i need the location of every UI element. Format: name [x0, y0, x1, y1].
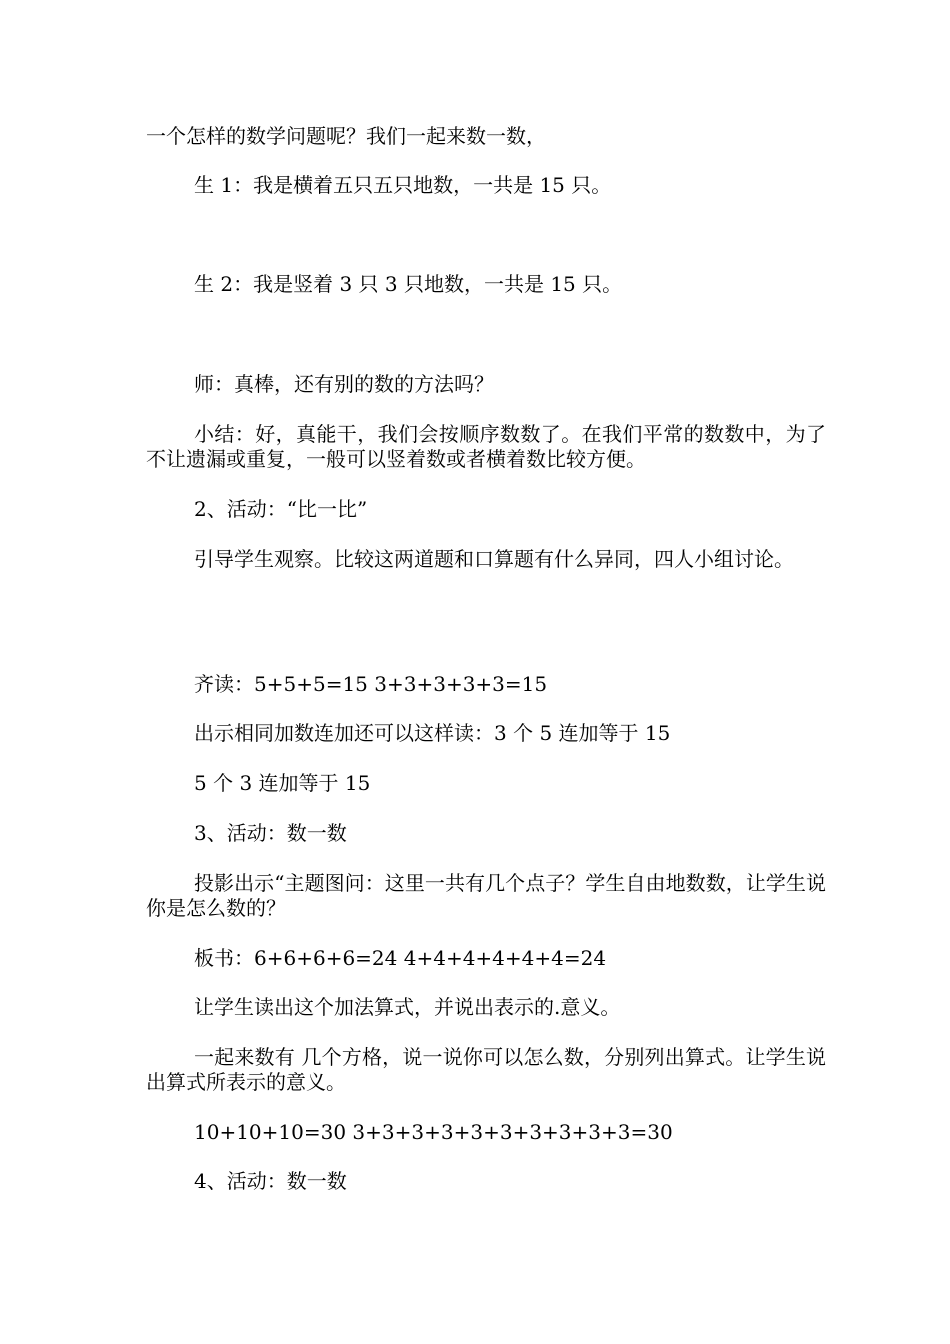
paragraph-16: 10+10+10=30 3+3+3+3+3+3+3+3+3+3=30 [194, 1120, 673, 1144]
paragraph-13: 板书：6+6+6+6=24 4+4+4+4+4+4=24 [194, 946, 607, 970]
paragraph-3: 生 2：我是竖着 3 只 3 只地数，一共是 15 只。 [194, 272, 623, 296]
paragraph-9: 出示相同加数连加还可以这样读：3 个 5 连加等于 15 [194, 721, 671, 745]
paragraph-14: 让学生读出这个加法算式，并说出表示的.意义。 [194, 995, 621, 1019]
paragraph-15: 一起来数有 几个方格，说一说你可以怎么数，分别列出算式。让学生说出算式所表示的意义。 [146, 1045, 826, 1094]
paragraph-5: 小结：好，真能干，我们会按顺序数数了。在我们平常的数数中，为了不让遗漏或重复，一般可以竖着数或者横着数比较方便。 [146, 422, 826, 471]
paragraph-1: 一个怎样的数学问题呢？我们一起来数一数， [146, 124, 546, 148]
paragraph-11: 3、活动：数一数 [194, 821, 347, 845]
paragraph-4: 师：真棒，还有别的数的方法吗？ [194, 372, 494, 396]
paragraph-10: 5 个 3 连加等于 15 [194, 771, 371, 795]
paragraph-12: 投影出示“主题图问：这里一共有几个点子？学生自由地数数，让学生说你是怎么数的？ [146, 871, 826, 920]
paragraph-7: 引导学生观察。比较这两道题和口算题有什么异同，四人小组讨论。 [194, 547, 794, 571]
paragraph-8: 齐读：5+5+5=15 3+3+3+3+3=15 [194, 672, 548, 696]
paragraph-2: 生 1：我是横着五只五只地数，一共是 15 只。 [194, 173, 612, 197]
paragraph-17: 4、活动：数一数 [194, 1169, 347, 1193]
paragraph-6: 2、活动：“比一比” [194, 497, 368, 521]
